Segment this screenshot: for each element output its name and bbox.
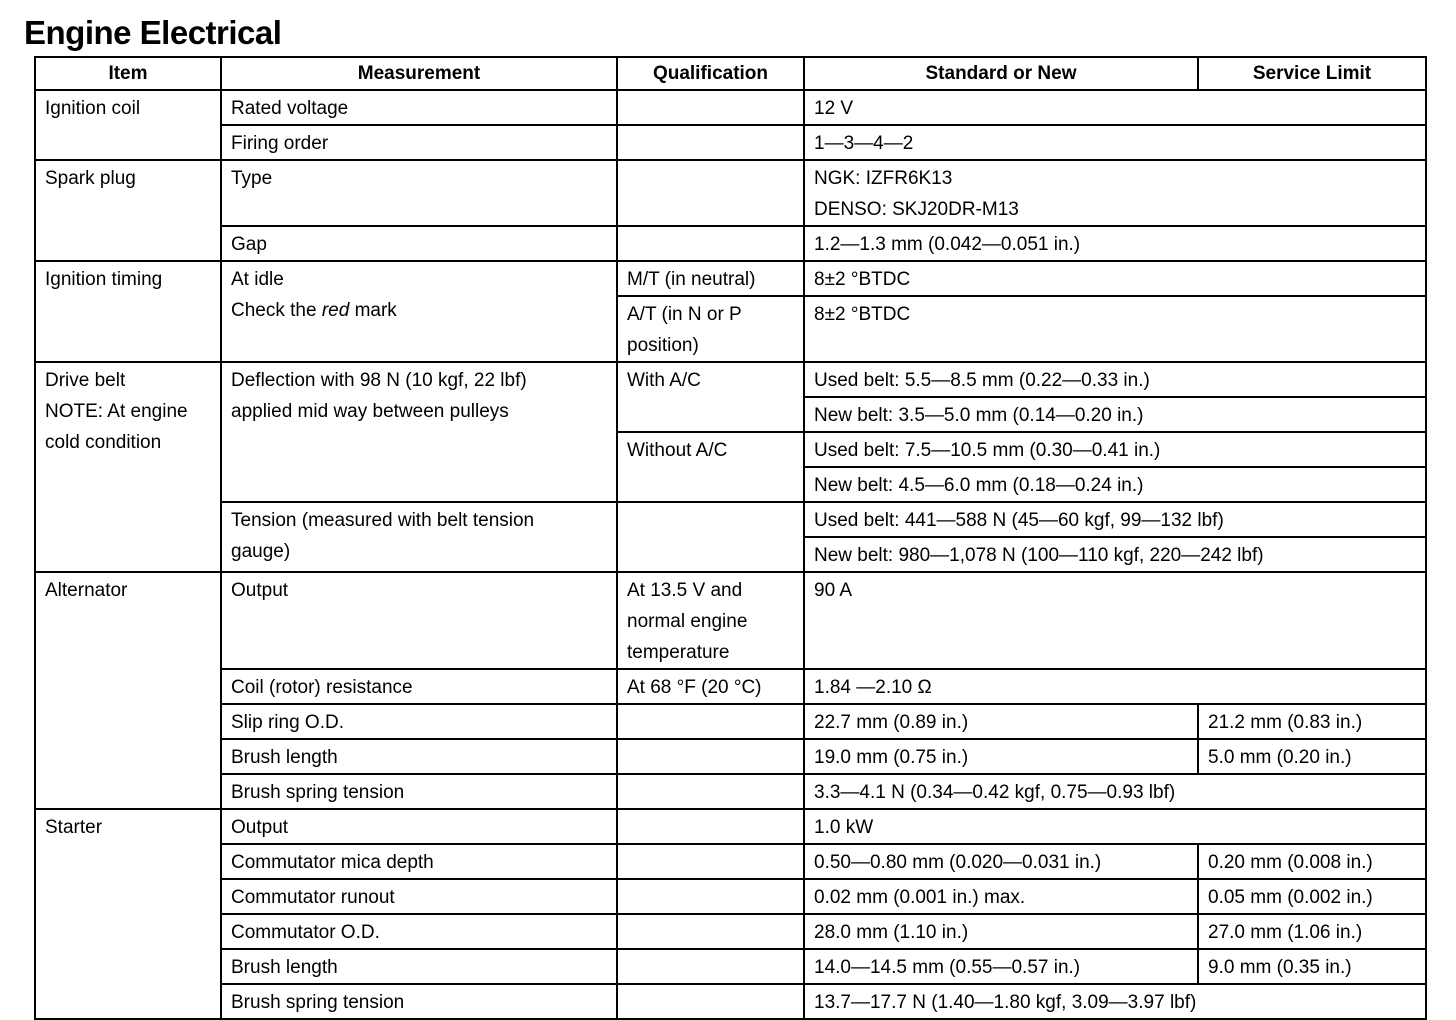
qualification-line: temperature	[627, 642, 730, 663]
qualification-cell	[617, 844, 804, 879]
standard-cell: 0.50—0.80 mm (0.020—0.031 in.)	[804, 844, 1198, 879]
qualification-cell	[617, 160, 804, 226]
measurement-text: Check the	[231, 300, 322, 321]
item-cell: Alternator	[35, 572, 221, 809]
measurement-cell: Rated voltage	[221, 90, 617, 125]
qualification-line: At 13.5 V and	[627, 580, 743, 601]
measurement-line	[231, 295, 608, 326]
table-row	[35, 809, 1426, 844]
item-line: cold condition	[45, 432, 162, 453]
standard-cell: 12 V	[804, 90, 1426, 125]
standard-cell: 3.3—4.1 N (0.34—0.42 kgf, 0.75—0.93 lbf)	[804, 774, 1426, 809]
limit-cell: 0.20 mm (0.008 in.)	[1198, 844, 1426, 879]
spec-table	[34, 56, 1427, 1020]
standard-cell: Used belt: 5.5—8.5 mm (0.22—0.33 in.)	[804, 362, 1426, 397]
item-line: Drive belt	[45, 370, 126, 391]
qualification-cell	[617, 949, 804, 984]
qualification-cell: With A/C	[617, 362, 804, 432]
measurement-cell: Coil (rotor) resistance	[221, 669, 617, 704]
red-mark-text: red	[321, 300, 350, 321]
limit-cell: 21.2 mm (0.83 in.)	[1198, 704, 1426, 739]
qualification-cell: At 68 °F (20 °C)	[617, 669, 804, 704]
measurement-cell	[221, 362, 617, 502]
table-row	[35, 261, 1426, 296]
header-standard: Standard or New	[804, 57, 1198, 90]
standard-cell: 13.7—17.7 N (1.40—1.80 kgf, 3.09—3.97 lbf)	[804, 984, 1426, 1019]
measurement-line: At idle	[231, 269, 284, 290]
measurement-cell: Brush spring tension	[221, 984, 617, 1019]
standard-cell: New belt: 3.5—5.0 mm (0.14—0.20 in.)	[804, 397, 1426, 432]
measurement-cell: Gap	[221, 226, 617, 261]
header-measurement: Measurement	[221, 57, 617, 90]
measurement-line: Deflection with 98 N (10 kgf, 22 lbf)	[231, 370, 527, 391]
standard-cell: 1—3—4—2	[804, 125, 1426, 160]
header-item: Item	[35, 57, 221, 90]
header-service-limit: Service Limit	[1198, 57, 1426, 90]
measurement-text: mark	[349, 300, 397, 321]
measurement-cell: Type	[221, 160, 617, 226]
item-cell: Spark plug	[35, 160, 221, 261]
measurement-cell: Firing order	[221, 125, 617, 160]
header-row	[35, 57, 1426, 90]
measurement-cell	[221, 261, 617, 362]
table-row	[35, 572, 1426, 669]
qualification-cell	[617, 984, 804, 1019]
measurement-cell: Brush spring tension	[221, 774, 617, 809]
standard-cell: 8±2 °BTDC	[804, 296, 1426, 362]
standard-cell	[804, 160, 1426, 226]
qualification-cell: M/T (in neutral)	[617, 261, 804, 296]
qualification-line: normal engine	[627, 611, 748, 632]
standard-cell: 14.0—14.5 mm (0.55—0.57 in.)	[804, 949, 1198, 984]
qualification-cell	[617, 226, 804, 261]
standard-cell: 1.2—1.3 mm (0.042—0.051 in.)	[804, 226, 1426, 261]
qualification-cell	[617, 572, 804, 669]
limit-cell: 27.0 mm (1.06 in.)	[1198, 914, 1426, 949]
standard-cell: 1.0 kW	[804, 809, 1426, 844]
limit-cell: 9.0 mm (0.35 in.)	[1198, 949, 1426, 984]
table-row	[35, 90, 1426, 125]
measurement-cell: Brush length	[221, 739, 617, 774]
standard-cell: 1.84 —2.10 Ω	[804, 669, 1426, 704]
item-cell: Ignition coil	[35, 90, 221, 160]
standard-cell: New belt: 980—1,078 N (100—110 kgf, 220—242 lbf)	[804, 537, 1426, 572]
qualification-line: A/T (in N or P	[627, 304, 742, 325]
table-row	[35, 226, 1426, 261]
standard-line: NGK: IZFR6K13	[814, 168, 953, 189]
standard-cell: 90 A	[804, 572, 1426, 669]
standard-cell: 0.02 mm (0.001 in.) max.	[804, 879, 1198, 914]
qualification-cell	[617, 879, 804, 914]
qualification-cell	[617, 739, 804, 774]
table-row	[35, 739, 1426, 774]
standard-cell: 19.0 mm (0.75 in.)	[804, 739, 1198, 774]
measurement-line: gauge)	[231, 541, 291, 562]
table-row	[35, 362, 1426, 397]
table-row	[35, 984, 1426, 1019]
table-row	[35, 160, 1426, 226]
item-cell: Starter	[35, 809, 221, 1019]
standard-cell: Used belt: 7.5—10.5 mm (0.30—0.41 in.)	[804, 432, 1426, 467]
item-line: NOTE: At engine	[45, 401, 188, 422]
table-row	[35, 125, 1426, 160]
qualification-line: position)	[627, 335, 699, 356]
measurement-cell	[221, 502, 617, 572]
table-row	[35, 669, 1426, 704]
limit-cell: 0.05 mm (0.002 in.)	[1198, 879, 1426, 914]
table-row	[35, 704, 1426, 739]
standard-cell: 22.7 mm (0.89 in.)	[804, 704, 1198, 739]
qualification-cell	[617, 90, 804, 125]
standard-cell: Used belt: 441—588 N (45—60 kgf, 99—132 lbf)	[804, 502, 1426, 537]
measurement-cell: Output	[221, 572, 617, 669]
measurement-cell: Output	[221, 809, 617, 844]
qualification-cell	[617, 914, 804, 949]
measurement-cell: Commutator O.D.	[221, 914, 617, 949]
table-row	[35, 914, 1426, 949]
standard-line: DENSO: SKJ20DR-M13	[814, 199, 1019, 220]
table-row	[35, 879, 1426, 914]
qualification-cell	[617, 704, 804, 739]
table-row	[35, 844, 1426, 879]
table-row	[35, 949, 1426, 984]
limit-cell: 5.0 mm (0.20 in.)	[1198, 739, 1426, 774]
qualification-cell	[617, 296, 804, 362]
qualification-cell	[617, 502, 804, 572]
item-cell: Ignition timing	[35, 261, 221, 362]
qualification-cell	[617, 125, 804, 160]
page-title: Engine Electrical	[24, 14, 282, 51]
standard-cell: New belt: 4.5—6.0 mm (0.18—0.24 in.)	[804, 467, 1426, 502]
measurement-cell: Commutator runout	[221, 879, 617, 914]
standard-cell: 8±2 °BTDC	[804, 261, 1426, 296]
header-qualification: Qualification	[617, 57, 804, 90]
qualification-cell	[617, 809, 804, 844]
standard-cell: 28.0 mm (1.10 in.)	[804, 914, 1198, 949]
measurement-cell: Brush length	[221, 949, 617, 984]
measurement-cell: Slip ring O.D.	[221, 704, 617, 739]
item-cell	[35, 362, 221, 572]
qualification-cell	[617, 774, 804, 809]
measurement-cell: Commutator mica depth	[221, 844, 617, 879]
measurement-line: Tension (measured with belt tension	[231, 510, 535, 531]
qualification-cell: Without A/C	[617, 432, 804, 502]
measurement-line: applied mid way between pulleys	[231, 401, 509, 422]
table-row	[35, 502, 1426, 537]
table-row	[35, 774, 1426, 809]
